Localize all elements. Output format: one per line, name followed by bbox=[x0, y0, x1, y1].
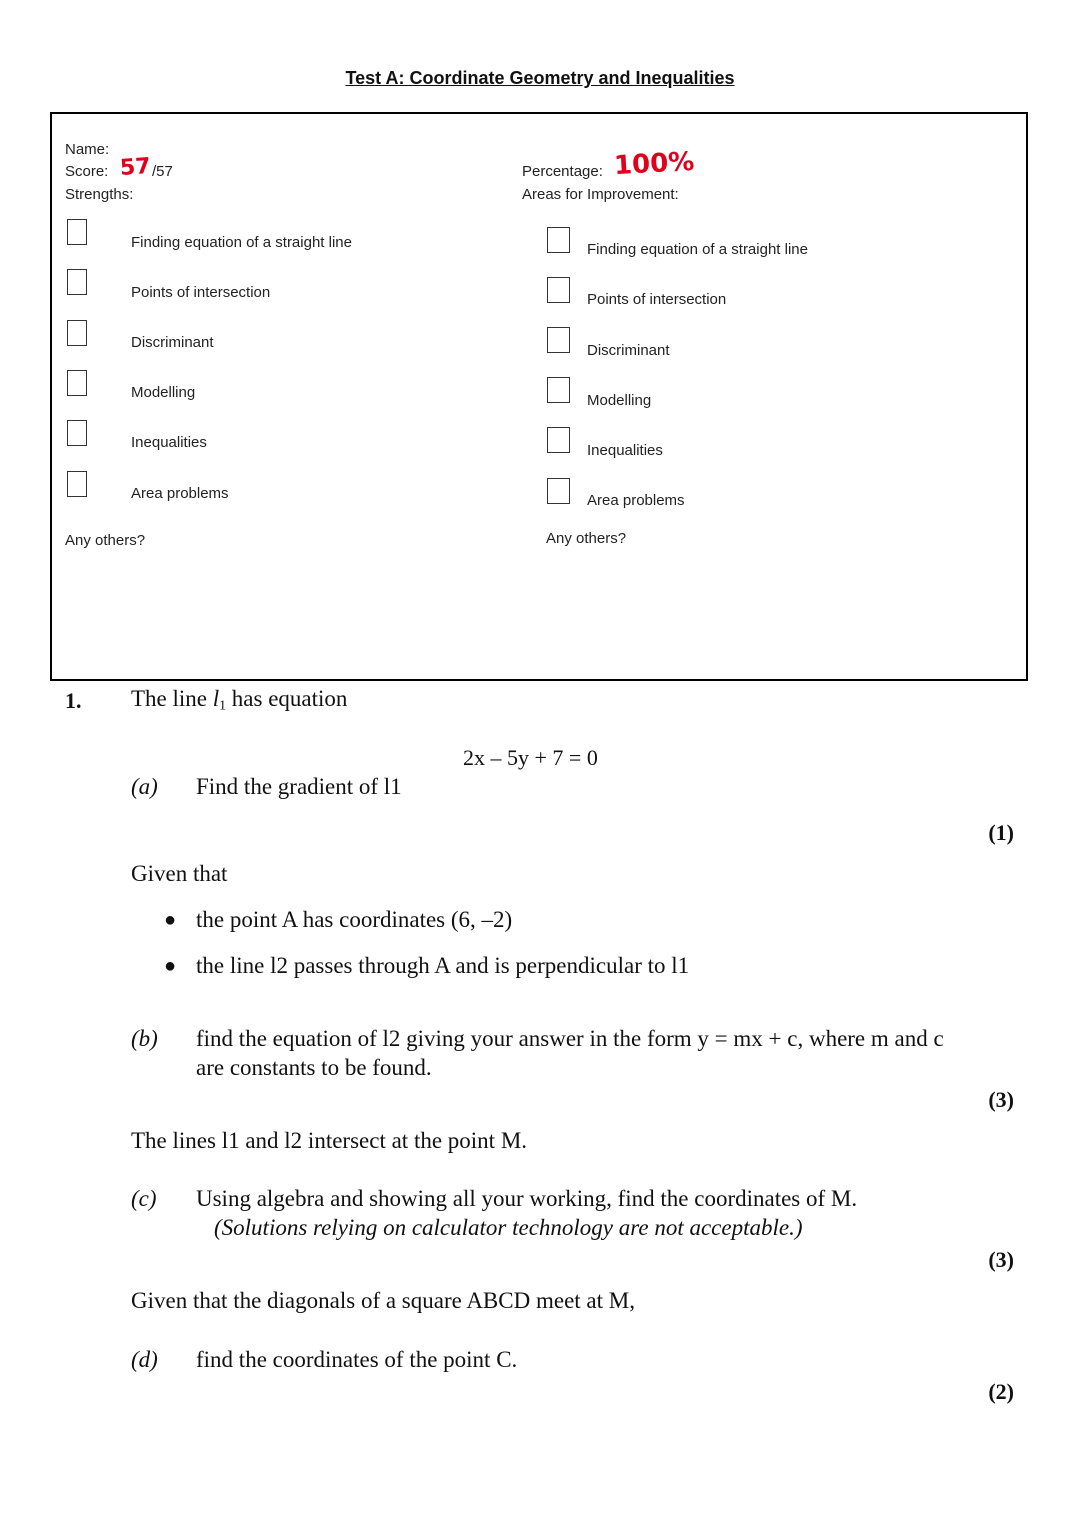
improvement-item: Discriminant bbox=[587, 342, 670, 359]
square-text: Given that the diagonals of a square ABCD meet at M, bbox=[131, 1288, 635, 1313]
strength-item: Modelling bbox=[131, 384, 196, 401]
improvement-checkbox[interactable] bbox=[547, 377, 570, 403]
strength-item: Inequalities bbox=[131, 434, 207, 451]
strength-checkbox[interactable] bbox=[67, 320, 87, 346]
part-a-marks: (1) bbox=[988, 820, 1014, 845]
part-c-letter: (c) bbox=[131, 1186, 157, 1211]
question-intro bbox=[131, 686, 347, 713]
improvement-item: Modelling bbox=[587, 392, 652, 409]
improvement-checkbox[interactable] bbox=[547, 427, 570, 453]
improvement-item: Finding equation of a straight line bbox=[587, 241, 808, 258]
intersect-text: The lines l1 and l2 intersect at the point M. bbox=[131, 1128, 528, 1153]
any-others-right: Any others? bbox=[546, 530, 627, 547]
improvement-checkbox[interactable] bbox=[547, 478, 570, 504]
bullet-icon: ● bbox=[164, 955, 177, 977]
strength-checkbox[interactable] bbox=[67, 269, 87, 295]
line-subscript: 1 bbox=[219, 697, 227, 713]
part-c-line-1: Using algebra and showing all your working, find the coordinates of M. bbox=[196, 1186, 858, 1211]
strength-item: Finding equation of a straight line bbox=[131, 234, 352, 251]
page-title: Test A: Coordinate Geometry and Inequalities bbox=[345, 68, 735, 88]
line-var: l bbox=[212, 686, 220, 711]
part-d-text: find the coordinates of the point C. bbox=[196, 1347, 518, 1372]
part-b-line-2: are constants to be found. bbox=[196, 1055, 432, 1080]
percentage-handwritten: 100% bbox=[613, 146, 696, 182]
score-label: Score: bbox=[65, 163, 109, 180]
given-that: Given that bbox=[131, 861, 228, 886]
improvement-item: Area problems bbox=[587, 492, 685, 509]
improvement-checkbox[interactable] bbox=[547, 227, 570, 253]
bullet-icon: ● bbox=[164, 909, 177, 931]
strength-item: Points of intersection bbox=[131, 284, 271, 301]
bullet-2-text: the line l2 passes through A and is perpendicular to l1 bbox=[196, 953, 690, 978]
strength-checkbox[interactable] bbox=[67, 471, 87, 497]
part-d-marks: (2) bbox=[988, 1379, 1014, 1404]
part-c-line-2: (Solutions relying on calculator technology are not acceptable.) bbox=[214, 1215, 803, 1240]
part-b-marks: (3) bbox=[988, 1087, 1014, 1112]
line-equation: 2x – 5y + 7 = 0 bbox=[463, 745, 598, 770]
improvement-checkbox[interactable] bbox=[547, 327, 570, 353]
intro-text-end: has equation bbox=[226, 686, 348, 711]
strengths-label: Strengths: bbox=[65, 186, 134, 203]
any-others-left: Any others? bbox=[65, 532, 146, 549]
improvement-label: Areas for Improvement: bbox=[522, 186, 679, 203]
improvement-item: Points of intersection bbox=[587, 291, 727, 308]
name-label: Name: bbox=[65, 141, 110, 158]
score-handwritten: 57 bbox=[119, 153, 152, 182]
percentage-label: Percentage: bbox=[522, 163, 603, 180]
improvement-item: Inequalities bbox=[587, 442, 663, 459]
part-a-letter: (a) bbox=[131, 774, 158, 799]
strength-checkbox[interactable] bbox=[67, 370, 87, 396]
strength-item: Area problems bbox=[131, 485, 229, 502]
part-a-text: Find the gradient of l1 bbox=[196, 774, 402, 799]
strength-checkbox[interactable] bbox=[67, 420, 87, 446]
improvement-checkbox[interactable] bbox=[547, 277, 570, 303]
question-number: 1. bbox=[65, 688, 82, 713]
part-b-letter: (b) bbox=[131, 1026, 158, 1051]
part-b-line-1: find the equation of l2 giving your answer in the form y = mx + c, where m and c bbox=[196, 1026, 944, 1051]
part-c-marks: (3) bbox=[988, 1247, 1014, 1272]
intro-text: The line bbox=[131, 686, 213, 711]
score-total: /57 bbox=[152, 163, 173, 180]
strength-checkbox[interactable] bbox=[67, 219, 87, 245]
part-d-letter: (d) bbox=[131, 1347, 158, 1372]
bullet-1-text: the point A has coordinates (6, –2) bbox=[196, 907, 513, 932]
strength-item: Discriminant bbox=[131, 334, 214, 351]
